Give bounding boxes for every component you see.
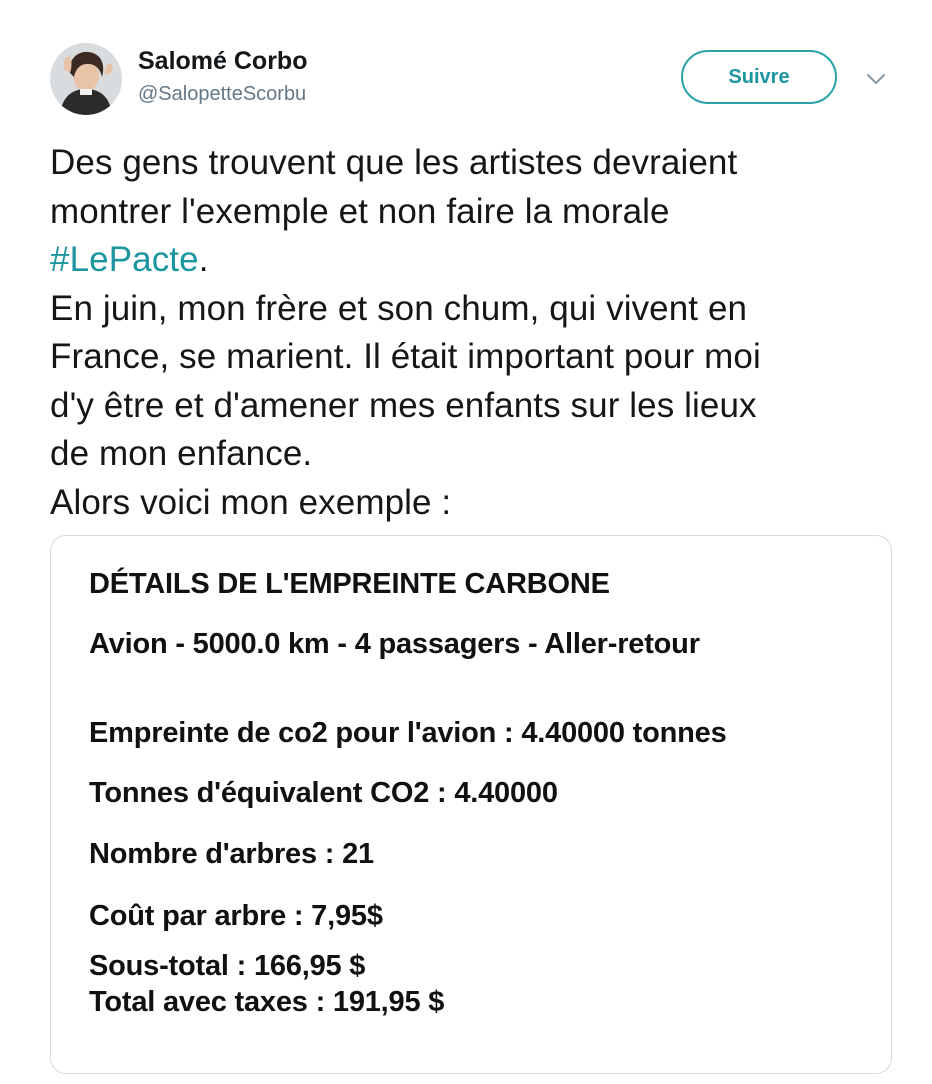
card-tree-count: Nombre d'arbres : 21 — [89, 838, 374, 870]
chevron-down-icon — [866, 73, 886, 85]
avatar-photo-icon — [50, 43, 122, 115]
display-name[interactable]: Salomé Corbo — [138, 47, 308, 75]
tweet-text-line: France, se marient. Il était important pour moi — [50, 337, 761, 376]
username[interactable]: @SalopetteScorbu — [138, 83, 307, 105]
hashtag-link[interactable]: #LePacte — [50, 240, 199, 279]
hashtag-suffix: . — [198, 240, 209, 279]
tweet-text-line: Alors voici mon exemple : — [50, 482, 452, 522]
tweet-text-line — [50, 236, 910, 285]
card-total: Total avec taxes : 191,95 $ — [89, 986, 445, 1018]
tweet-text-line: de mon enfance. — [50, 434, 313, 473]
card-co2-footprint: Empreinte de co2 pour l'avion : 4.40000 tonnes — [89, 717, 727, 749]
card-cost-per-tree: Coût par arbre : 7,95$ — [89, 900, 383, 932]
card-trip-details: Avion - 5000.0 km - 4 passagers - Aller-retour — [89, 628, 700, 660]
tweet-text-line: Des gens trouvent que les artistes devraient — [50, 143, 738, 182]
more-options-button[interactable] — [863, 66, 889, 92]
card-title: DÉTAILS DE L'EMPREINTE CARBONE — [89, 568, 610, 600]
card-co2-equivalent: Tonnes d'équivalent CO2 : 4.40000 — [89, 777, 558, 809]
tweet-text-line: En juin, mon frère et son chum, qui vivent en — [50, 288, 748, 328]
tweet-text-line: d'y être et d'amener mes enfants sur les lieux — [50, 385, 757, 425]
follow-button[interactable]: Suivre — [681, 50, 837, 104]
card-subtotal: Sous-total : 166,95 $ — [89, 950, 366, 982]
tweet-text — [50, 139, 910, 527]
media-card[interactable] — [50, 535, 892, 1074]
avatar[interactable] — [50, 43, 122, 115]
tweet-text-line: montrer l'exemple et non faire la morale — [50, 191, 670, 231]
